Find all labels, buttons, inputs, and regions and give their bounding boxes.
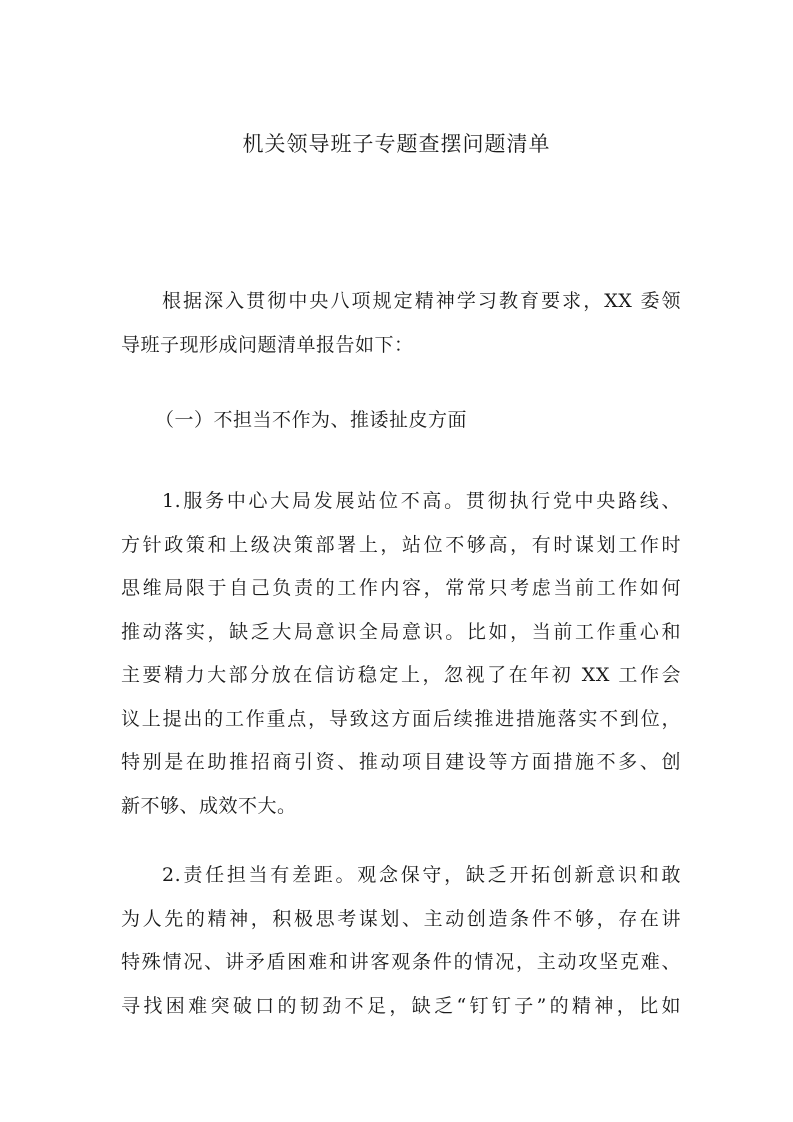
item-1-line: 新不够、成效不大。 — [121, 794, 297, 817]
item-2-line: 特殊情况、讲矛盾困难和讲客观条件的情况，主动攻坚克难、 — [121, 951, 681, 973]
item-1-line: 主要精力大部分放在信访稳定上，忽视了在年初 XX 工作会 — [121, 664, 681, 686]
item-1-line: 特别是在助推招商引资、推动项目建设等方面措施不多、创 — [121, 751, 681, 773]
item-1-line: 推动落实，缺乏大局意识全局意识。比如，当前工作重心和 — [121, 620, 681, 643]
item-1-line: 议上提出的工作重点，导致这方面后续推进措施落实不到位， — [121, 707, 681, 730]
item-2-paragraph — [121, 854, 681, 1028]
document-title: 机关领导班子专题查摆问题清单 — [242, 132, 551, 156]
item-1-line: 思维局限于自己负责的工作内容，常常只考虑当前工作如何 — [121, 577, 681, 599]
intro-line: 根据深入贯彻中央八项规定精神学习教育要求，XX 委领 — [162, 290, 681, 312]
item-1-line: 1.服务中心大局发展站位不高。贯彻执行党中央路线、 — [162, 490, 681, 512]
intro-line: 导班子现形成问题清单报告如下： — [121, 333, 414, 356]
item-2-line: 寻找困难突破口的韧劲不足，缺乏“钉钉子”的精神，比如 — [121, 994, 681, 1017]
item-1-line: 方针政策和上级决策部署上，站位不够高，有时谋划工作时 — [121, 533, 681, 556]
section-heading: （一）不担当不作为、推诿扯皮方面 — [155, 409, 468, 431]
intro-paragraph — [121, 280, 681, 367]
item-1-paragraph — [121, 480, 681, 828]
item-2-line: 为人先的精神，积极思考谋划、主动创造条件不够，存在讲 — [121, 907, 681, 930]
item-2-line: 2.责任担当有差距。观念保守，缺乏开拓创新意识和敢 — [162, 864, 681, 886]
